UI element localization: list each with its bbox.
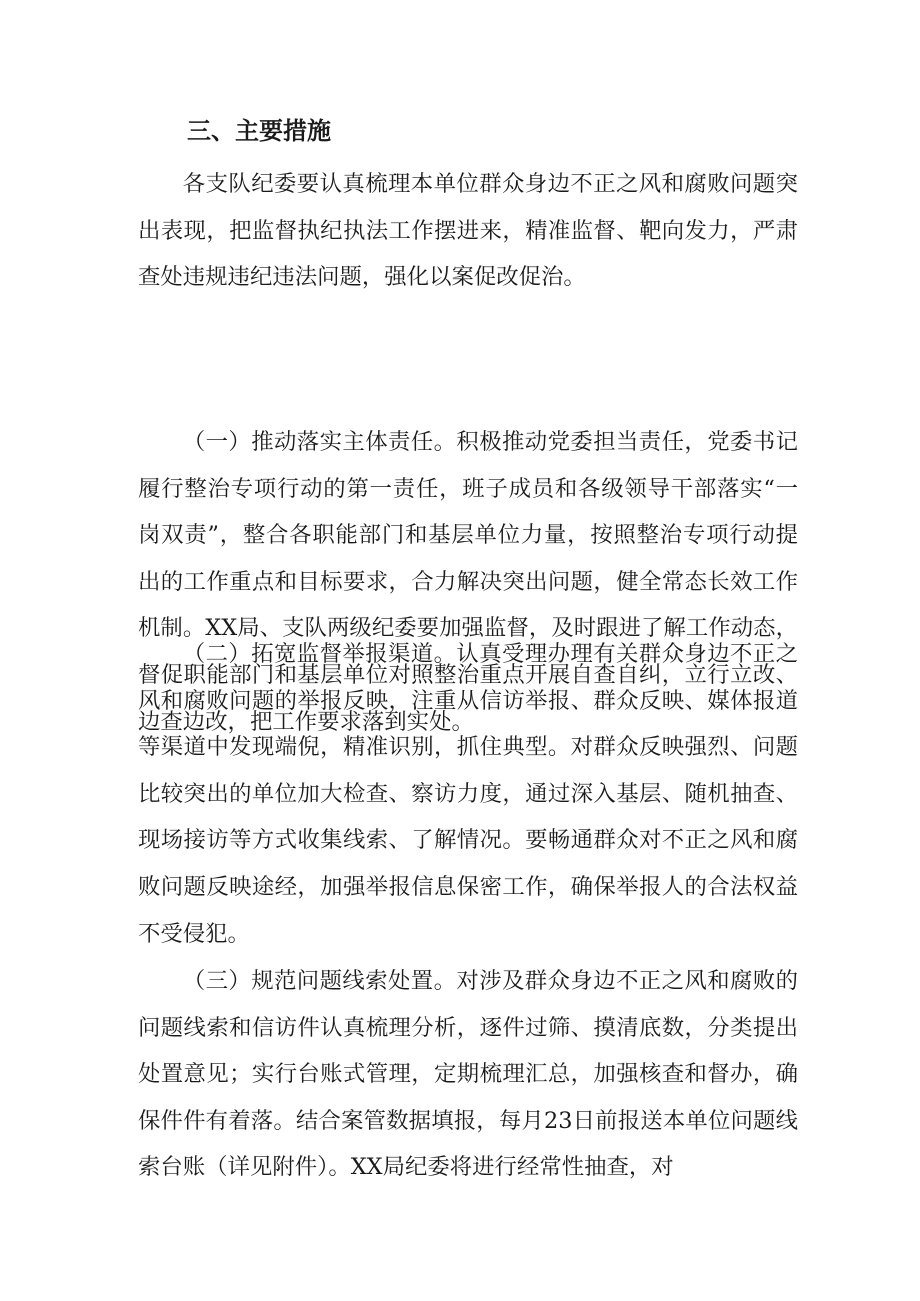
measure-3-paragraph: （三）规范问题线索处置。对涉及群众身边不正之风和腐败的问题线索和信访件认真梳理分析，逐件过筛、摸清底数，分类提出处置意见；实行台账式管理，定期梳理汇总，加强核查和督办，确保件件有着落。结合案管数据填报，每月23日前报送本单位问题线索台账（详见附件）。XX局纪委将进行经常性抽查，对 (138, 968, 798, 1181)
section-heading: 三、主要措施 (187, 117, 331, 145)
measure-2-paragraph: （二）拓宽监督举报渠道。认真受理办理有关群众身边不正之风和腐败问题的举报反映，注重从信访举报、群众反映、媒体报道等渠道中发现端倪，精准识别，抓住典型。对群众反映强烈、问题比较突出的单位加大检查、察访力度，通过深入基层、随机抽查、现场接访等方式收集线索、了解情况。要畅通群众对不正之风和腐败问题反映途经，加强举报信息保密工作，确保举报人的合法权益不受侵犯。 (138, 641, 798, 947)
measure-1-paragraph: （一）推动落实主体责任。积极推动党委担当责任，党委书记履行整治专项行动的第一责任，班子成员和各级领导干部落实“一岗双责”，整合各职能部门和基层单位力量，按照整治专项行动提出的工作重点和目标要求，合力解决突出问题，健全常态长效工作机制。XX局、支队两级纪委要加强监督，及时跟进了解工作动态，督促职能部门和基层单位对照整治重点开展自查自纠，立行立改、边查边改，把工作要求落到实处。 (138, 429, 798, 735)
intro-paragraph: 各支队纪委要认真梳理本单位群众身边不正之风和腐败问题突出表现，把监督执纪执法工作摆进来，精准监督、靶向发力，严肃查处违规违纪违法问题，强化以案促改促治。 (138, 171, 798, 291)
